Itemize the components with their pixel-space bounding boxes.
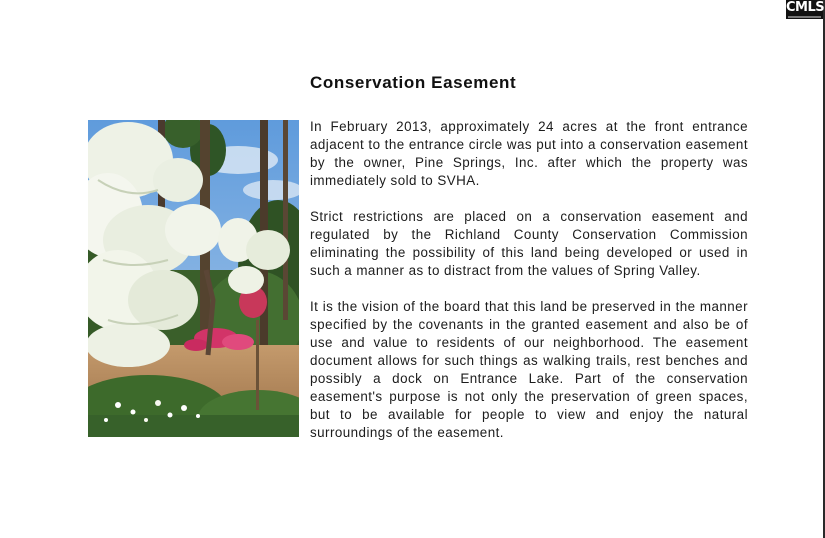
paragraph-1: In February 2013, approximately 24 acres at the front entrance adjacent to the entrance circle was put into a conservation easement by the owner, Pine Springs, Inc. after which the property was immediately sold to SVHA. [310,119,748,188]
page-title: Conservation Easement [310,73,517,92]
logo-text: CMLS [786,0,825,15]
paragraph-3: It is the vision of the board that this land be preserved in the manner specified by the covenants in the granted easement and also be of use and value to residents of our neighborhood. The easement document allows for such things as walking trails, rest benches and possibly a dock on Entrance Lake. Part of the conservation easement's purpose is not only the preservation of green spaces, but to be available for people to view and enjoy the natural surroundings of the easement. [310,299,748,440]
cmls-logo [786,0,823,19]
paragraph-2: Strict restrictions are placed on a conservation easement and regulated by the Richland County Conservation Commission eliminating the possibility of this land being developed or used in such a manner as to distract from the values of Spring Valley. [310,209,748,278]
article-body [310,118,748,460]
logo-underline [788,16,821,18]
dogwood-trees-photo [88,120,299,437]
